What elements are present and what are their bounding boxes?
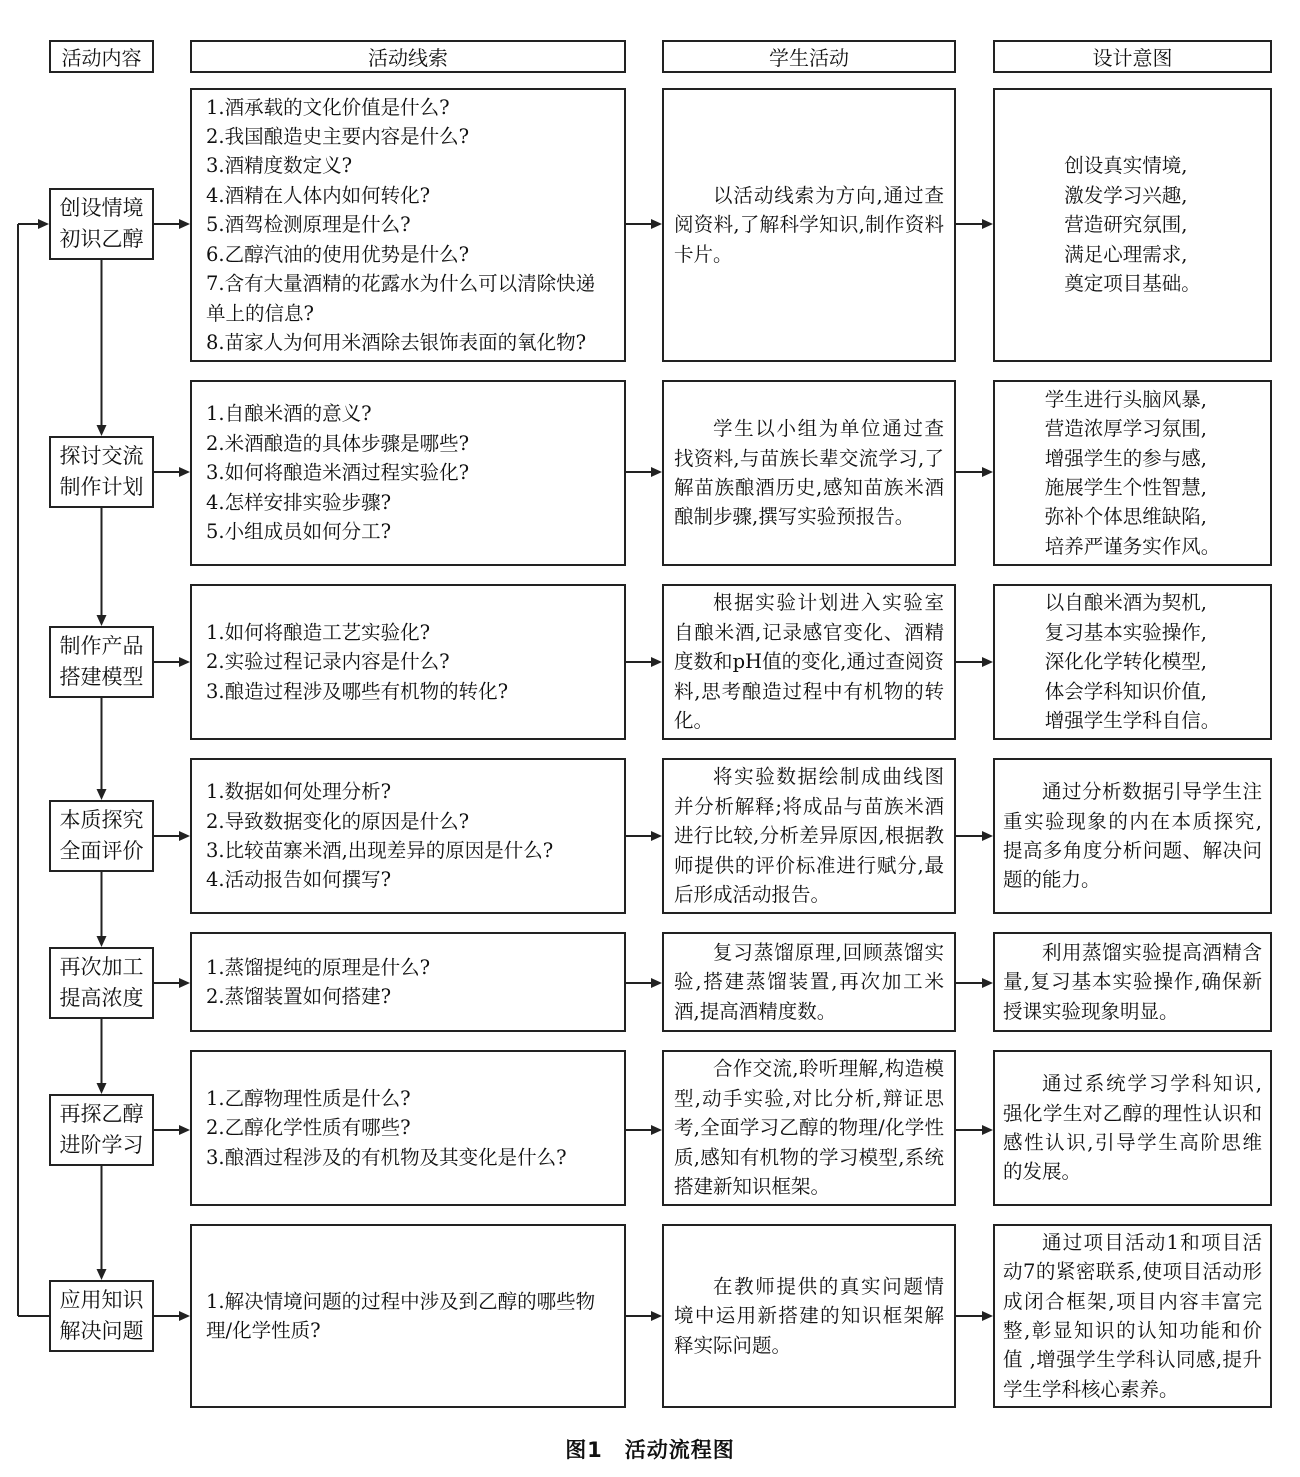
step-label-line: 再次加工 bbox=[59, 955, 144, 979]
clue-item: 3.酿酒过程涉及的有机物及其变化是什么? bbox=[206, 1145, 567, 1169]
design-intent-line: 增强学生的参与感, bbox=[1044, 446, 1207, 470]
clue-item: 5.小组成员如何分工? bbox=[206, 520, 392, 544]
design-intent-line: 培养严谨务实作风。 bbox=[1044, 534, 1221, 558]
design-intent-line: 施展学生个性智慧, bbox=[1044, 476, 1207, 499]
design-intent-line: 以自酿米酒为契机, bbox=[1044, 591, 1207, 615]
arrow-head bbox=[179, 1311, 190, 1321]
arrow-head bbox=[982, 1311, 993, 1321]
design-intent-line: 复习基本实验操作, bbox=[1044, 620, 1207, 644]
loop-arrow-head bbox=[38, 219, 49, 229]
design-intent-line: 体会学科知识价值, bbox=[1044, 679, 1207, 703]
arrow-head bbox=[651, 1125, 662, 1135]
step-label-line: 制作产品 bbox=[59, 634, 144, 658]
arrow-head bbox=[982, 831, 993, 841]
arrow-head bbox=[651, 467, 662, 477]
clue-item: 3.酒精度数定义? bbox=[206, 154, 353, 178]
clue-item: 1.数据如何处理分析? bbox=[206, 780, 392, 804]
student-activity-text: 复习蒸馏原理,回顾蒸馏实验,搭建蒸馏装置,再次加工米酒,提高酒精度数。 bbox=[674, 940, 944, 1023]
student-activity-text: 以活动线索为方向,通过查阅资料,了解科学知识,制作资料卡片。 bbox=[674, 183, 944, 266]
arrow-head bbox=[97, 1269, 107, 1280]
arrow-head bbox=[97, 615, 107, 626]
clue-item: 2.导致数据变化的原因是什么? bbox=[206, 809, 470, 833]
design-intent-line: 创设真实情境, bbox=[1064, 154, 1188, 178]
arrow-head bbox=[179, 978, 190, 988]
clue-item: 1.如何将酿造工艺实验化? bbox=[206, 620, 431, 644]
design-intent-text: 通过分析数据引导学生注重实验现象的内在本质探究,提高多角度分析问题、解决问题的能力。 bbox=[1003, 780, 1262, 892]
clue-item: 3.比较苗寨米酒,出现差异的原因是什么? bbox=[206, 839, 554, 862]
arrow-head bbox=[97, 789, 107, 800]
student-activity-text: 根据实验计划进入实验室自酿米酒,记录感官变化、酒精度数和pH值的变化,通过查阅资料,思考酿造过程中有机物的转化。 bbox=[674, 591, 944, 733]
arrow-head bbox=[651, 831, 662, 841]
arrow-head bbox=[651, 219, 662, 229]
clue-item: 1.酒承载的文化价值是什么? bbox=[206, 95, 450, 119]
arrow-head bbox=[179, 467, 190, 477]
clue-item: 2.乙醇化学性质有哪些? bbox=[206, 1116, 411, 1140]
step-label-line: 进阶学习 bbox=[59, 1133, 144, 1157]
arrow-head bbox=[97, 425, 107, 436]
clue-item: 1.解决情境问题的过程中涉及到乙醇的哪些物理/化学性质? bbox=[206, 1289, 596, 1342]
clue-item: 3.酿造过程涉及哪些有机物的转化? bbox=[206, 679, 509, 703]
step-label-line: 制作计划 bbox=[59, 475, 144, 499]
design-intent-line: 深化化学转化模型, bbox=[1044, 650, 1207, 674]
figure-caption: 图1 活动流程图 bbox=[565, 1438, 735, 1462]
clue-item: 2.实验过程记录内容是什么? bbox=[206, 650, 450, 674]
step-label-line: 应用知识 bbox=[59, 1288, 144, 1312]
design-intent-line: 增强学生学科自信。 bbox=[1044, 709, 1221, 733]
student-activity-text: 合作交流,聆听理解,构造模型,动手实验,对比分析,辩证思考,全面学习乙醇的物理/化学性质,感知有机物的学习模型,系统搭建新知识框架。 bbox=[674, 1057, 944, 1199]
clue-item: 1.乙醇物理性质是什么? bbox=[206, 1086, 411, 1110]
student-activity-text: 在教师提供的真实问题情境中运用新搭建的知识框架解释实际问题。 bbox=[674, 1274, 944, 1357]
arrow-head bbox=[982, 219, 993, 229]
design-intent-line: 满足心理需求, bbox=[1064, 242, 1188, 266]
step-label-line: 全面评价 bbox=[59, 839, 144, 863]
clue-item: 3.如何将酿造米酒过程实验化? bbox=[206, 461, 470, 485]
arrow-head bbox=[982, 978, 993, 988]
header-clues: 活动线索 bbox=[190, 40, 626, 73]
arrow-head bbox=[651, 1311, 662, 1321]
arrow-head bbox=[179, 831, 190, 841]
clue-item: 6.乙醇汽油的使用优势是什么? bbox=[206, 242, 470, 266]
arrow-head bbox=[97, 1083, 107, 1094]
step-label-line: 本质探究 bbox=[59, 808, 144, 832]
arrow-head bbox=[982, 657, 993, 667]
design-intent-line: 激发学习兴趣, bbox=[1064, 183, 1188, 207]
clue-item: 4.酒精在人体内如何转化? bbox=[206, 183, 431, 207]
clue-item: 2.我国酿造史主要内容是什么? bbox=[206, 125, 470, 149]
step-label-line: 探讨交流 bbox=[59, 444, 144, 468]
design-intent-line: 奠定项目基础。 bbox=[1064, 272, 1201, 296]
student-activity-text: 将实验数据绘制成曲线图并分析解释;将成品与苗族米酒进行比较,分析差异原因,根据教师提供的评价标准进行赋分,最后形成活动报告。 bbox=[674, 765, 944, 907]
clue-item: 1.自酿米酒的意义? bbox=[206, 402, 372, 426]
design-intent-line: 营造研究氛围, bbox=[1064, 213, 1188, 237]
arrow-head bbox=[179, 1125, 190, 1135]
arrow-head bbox=[982, 1125, 993, 1135]
step-label-line: 解决问题 bbox=[59, 1319, 144, 1343]
arrow-head bbox=[651, 657, 662, 667]
clue-item: 1.蒸馏提纯的原理是什么? bbox=[206, 955, 431, 979]
clue-item: 2.米酒酿造的具体步骤是哪些? bbox=[206, 431, 470, 455]
step-label-line: 提高浓度 bbox=[59, 986, 144, 1010]
clue-item: 5.酒驾检测原理是什么? bbox=[206, 213, 411, 237]
clue-item: 8.苗家人为何用米酒除去银饰表面的氧化物? bbox=[206, 330, 587, 354]
step-label-line: 创设情境 bbox=[59, 196, 144, 220]
arrow-head bbox=[651, 978, 662, 988]
design-intent-text: 利用蒸馏实验提高酒精含量,复习基本实验操作,确保新授课实验现象明显。 bbox=[1003, 940, 1262, 1023]
arrow-head bbox=[179, 219, 190, 229]
step-label-line: 初识乙醇 bbox=[59, 227, 144, 251]
clue-item: 4.怎样安排实验步骤? bbox=[206, 490, 392, 514]
header-design-intent: 设计意图 bbox=[993, 40, 1272, 73]
arrow-head bbox=[97, 936, 107, 947]
clue-item: 7.含有大量酒精的花露水为什么可以清除快递单上的信息? bbox=[206, 272, 596, 325]
design-intent-line: 营造浓厚学习氛围, bbox=[1044, 417, 1207, 441]
design-intent-line: 弥补个体思维缺陷, bbox=[1044, 505, 1207, 529]
header-content: 活动内容 bbox=[49, 40, 154, 73]
design-intent-line: 学生进行头脑风暴, bbox=[1044, 387, 1207, 411]
design-intent-text: 通过系统学习学科知识,强化学生对乙醇的理性认识和感性认识,引导学生高阶思维的发展。 bbox=[1003, 1072, 1262, 1184]
design-intent-text: 通过项目活动1和项目活动7的紧密联系,使项目活动形成闭合框架,项目内容丰富完整,彰显知识的认知功能和价值 ,增强学生学科认同感,提升学生学科核心素养。 bbox=[1003, 1230, 1262, 1401]
clue-item: 2.蒸馏装置如何搭建? bbox=[206, 985, 392, 1008]
step-label-line: 再探乙醇 bbox=[59, 1102, 144, 1126]
student-activity-text: 学生以小组为单位通过查找资料,与苗族长辈交流学习,了解苗族酿酒历史,感知苗族米酒酿制步骤,撰写实验预报告。 bbox=[674, 417, 944, 529]
arrow-head bbox=[179, 657, 190, 667]
step-label-line: 搭建模型 bbox=[59, 665, 144, 689]
header-student-activity: 学生活动 bbox=[662, 40, 956, 73]
arrow-head bbox=[982, 467, 993, 477]
clue-item: 4.活动报告如何撰写? bbox=[206, 868, 392, 892]
